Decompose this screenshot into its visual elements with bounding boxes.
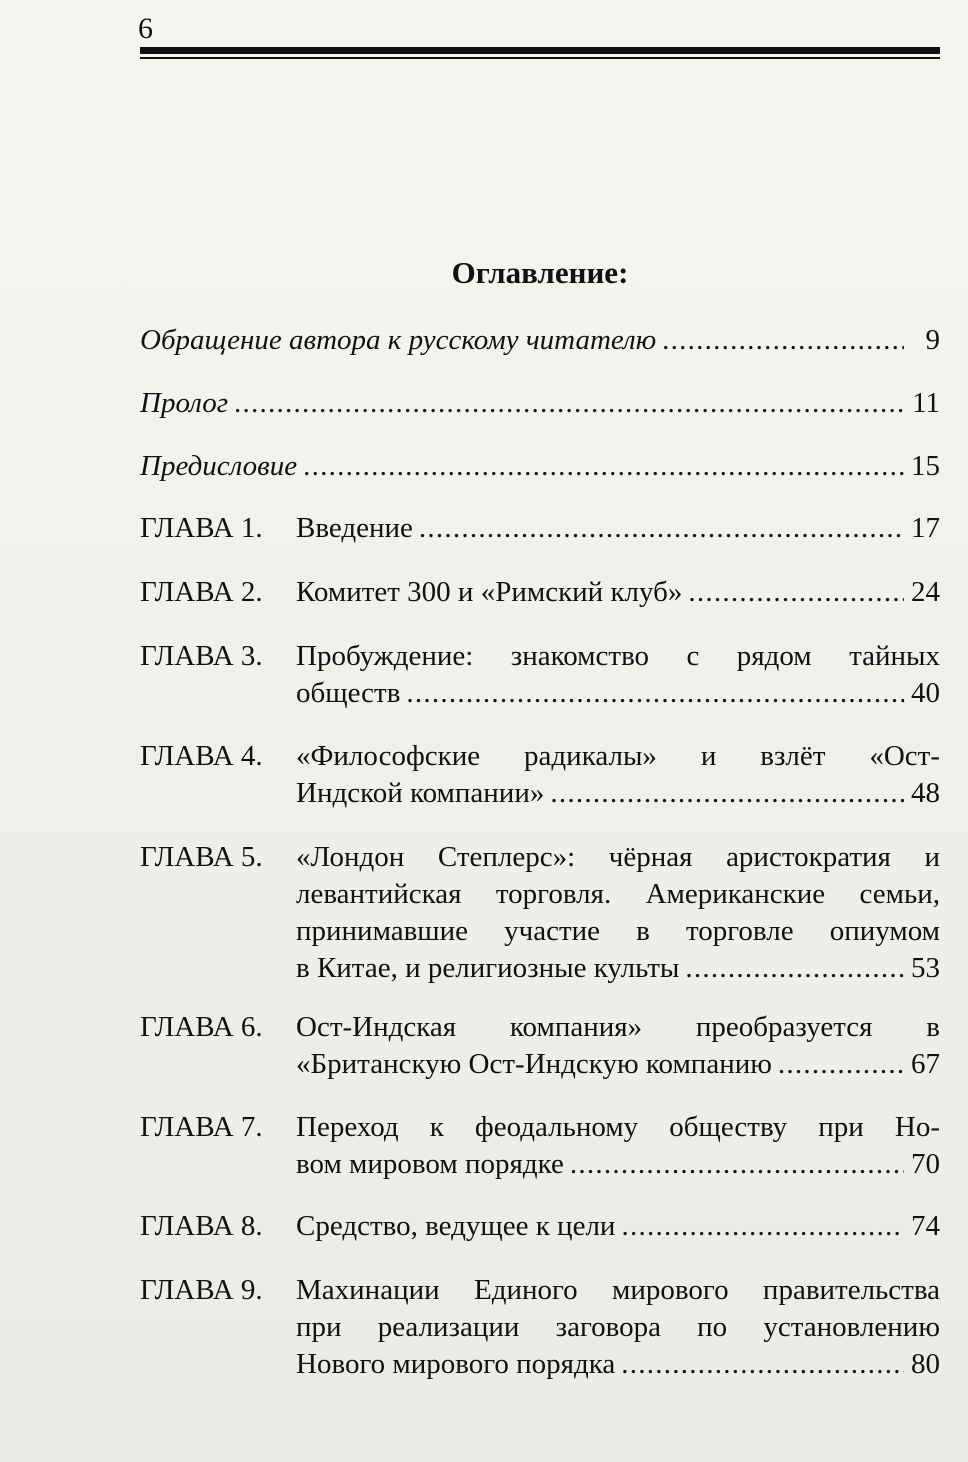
toc-chapter-2 <box>140 574 940 611</box>
toc-chapter-9 <box>140 1272 940 1383</box>
toc-chapter-3 <box>140 638 940 712</box>
chapter-page: 24 <box>911 576 940 608</box>
toc-entry-address <box>140 322 940 359</box>
chapter-page: 17 <box>911 512 940 544</box>
chapter-title-line: левантийская торговля. Американские семьи, <box>296 878 940 910</box>
chapter-title-line: обществ <box>296 677 401 709</box>
toc-chapter-5 <box>140 839 940 987</box>
chapter-number: ГЛАВА 2. <box>140 576 263 608</box>
leader-dots <box>303 448 904 485</box>
chapter-number: ГЛАВА 6. <box>140 1011 263 1043</box>
toc-chapter-6 <box>140 1009 940 1083</box>
chapter-title-line: принимавшие участие в торговле опиумом <box>296 915 940 947</box>
toc-entry-page: 9 <box>925 324 940 356</box>
toc-title: Оглавление: <box>451 255 629 290</box>
chapter-title-line: в Китае, и религиозные культы <box>296 952 680 984</box>
toc-entry-preface <box>140 448 940 485</box>
chapter-page: 80 <box>911 1348 940 1380</box>
leader-dots <box>662 322 904 359</box>
chapter-page: 70 <box>911 1148 940 1180</box>
chapter-number: ГЛАВА 8. <box>140 1210 263 1242</box>
chapter-title-line: вом мировом порядке <box>296 1148 564 1180</box>
leader-dots <box>570 1146 904 1183</box>
header-rule-thin <box>140 57 940 59</box>
chapter-page: 67 <box>911 1048 940 1080</box>
leader-dots <box>621 1208 904 1245</box>
leader-dots <box>688 574 904 611</box>
toc-entry-page: 15 <box>911 450 940 482</box>
chapter-title-line: при реализации заговора по установлению <box>296 1311 940 1343</box>
chapter-title-line: Индской компании» <box>296 777 545 809</box>
chapter-number: ГЛАВА 5. <box>140 841 263 873</box>
toc-entry-label: Пролог <box>140 387 229 419</box>
toc-entry-prologue <box>140 385 940 422</box>
leader-dots <box>234 385 904 422</box>
chapter-title-line: «Философские радикалы» и взлёт «Ост- <box>296 740 940 772</box>
chapter-title: Введение <box>296 512 413 544</box>
chapter-title-line: Махинации Единого мирового правительства <box>296 1274 940 1306</box>
chapter-title-line: Ост-Индская компания» преобразуется в <box>296 1011 940 1043</box>
chapter-number: ГЛАВА 1. <box>140 512 263 544</box>
page-number: 6 <box>138 12 153 45</box>
chapter-page: 48 <box>911 777 940 809</box>
toc-entry-label: Обращение автора к русскому читателю <box>140 324 657 356</box>
toc-chapter-7 <box>140 1109 940 1183</box>
chapter-title: Комитет 300 и «Римский клуб» <box>296 576 683 608</box>
chapter-page: 74 <box>911 1210 940 1242</box>
toc-chapter-8 <box>140 1208 940 1245</box>
leader-dots <box>621 1346 904 1383</box>
chapter-title-line: Переход к феодальному обществу при Но- <box>296 1111 940 1143</box>
toc-chapter-4 <box>140 738 940 812</box>
leader-dots <box>406 675 904 712</box>
chapter-number: ГЛАВА 4. <box>140 740 263 772</box>
chapter-title-line: Нового мирового порядка <box>296 1348 616 1380</box>
chapter-number: ГЛАВА 9. <box>140 1274 263 1306</box>
header-rule-thick <box>140 47 940 54</box>
chapter-title-line: «Британскую Ост-Индскую компанию <box>296 1048 772 1080</box>
chapter-page: 40 <box>911 677 940 709</box>
chapter-title: Средство, ведущее к цели <box>296 1210 616 1242</box>
chapter-title-line: Пробуждение: знакомство с рядом тайных <box>296 640 940 672</box>
leader-dots <box>685 950 904 987</box>
toc-chapter-1 <box>140 510 940 547</box>
toc-entry-page: 11 <box>912 387 940 419</box>
leader-dots <box>550 775 904 812</box>
chapter-number: ГЛАВА 3. <box>140 640 263 672</box>
toc-entry-label: Предисловие <box>140 450 298 482</box>
chapter-title-line: «Лондон Степлерс»: чёрная аристократия и <box>296 841 940 873</box>
leader-dots <box>778 1046 904 1083</box>
chapter-page: 53 <box>911 952 940 984</box>
leader-dots <box>419 510 904 547</box>
chapter-number: ГЛАВА 7. <box>140 1111 263 1143</box>
